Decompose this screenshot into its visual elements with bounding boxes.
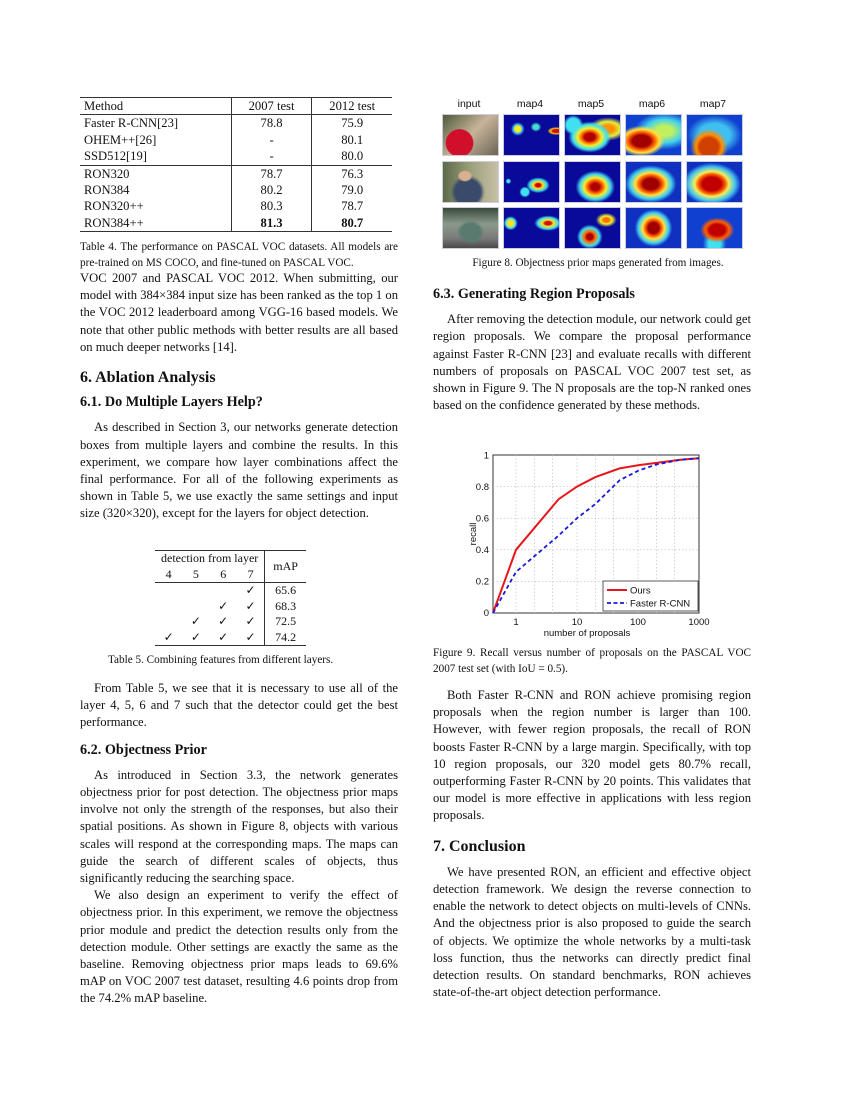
svg-text:1000: 1000 [688, 617, 710, 628]
section-6-3-paragraph: After removing the detection module, our network could get region proposals. We compare the proposal performance against Faster R-CNN [23] and evaluate recalls with different numbers of proposals on PASCAL VOC 2007 test set, as shown in Figure 9. The N proposals are the top-N ranked ones based on the confidence generated by these methods. [433, 312, 751, 413]
check-icon [155, 583, 182, 599]
svg-text:0.4: 0.4 [475, 545, 489, 556]
check-icon: ✓ [218, 598, 229, 613]
score-2012-cell-best [312, 215, 392, 232]
table4-caption: Table 4. The performance on PASCAL VOC datasets. All models are pre-trained on MS COCO, and fine-tuned on PASCAL VOC. [80, 241, 398, 269]
svg-text:0.8: 0.8 [475, 482, 489, 493]
table5 [155, 550, 306, 646]
input-image-motorcycle [442, 114, 499, 156]
section-6-2-paragraph-1: As introduced in Section 3.3, the network generates objectness prior for post detection. The objectness prior maps involve not only the strength of the responses, but also their spatial positions. As shown in Figure 8, objects with various scales will respond at the corresponding maps. The maps can guide the search of different scales of objects, thus significantly reducing the searching space. [80, 767, 398, 886]
table-row [155, 614, 306, 630]
score-2007-cell: 80.3 [231, 198, 312, 214]
heatmap-map7 [686, 161, 743, 203]
map-cell: 65.6 [265, 583, 306, 599]
table-row [80, 198, 392, 214]
table-row [80, 115, 392, 132]
map-cell: 68.3 [265, 599, 306, 615]
table-row [80, 182, 392, 198]
svg-text:0.2: 0.2 [475, 576, 489, 588]
chart-legend [603, 581, 698, 611]
table-row [155, 630, 306, 646]
section-6-1-paragraph: As described in Section 3, our networks generate detection boxes from multiple layers and combine the results. In this experiment, we compare how layer combinations affect the final performance. For all of the following experiments as shown in Table 5, we use exactly the same settings and input size (320×320), except for the layers for object detection. [80, 420, 398, 521]
right-body-lower [433, 646, 751, 1001]
recall-plot [460, 448, 720, 643]
score-2012-cell: 75.9 [312, 115, 392, 132]
check-icon [182, 599, 209, 615]
svg-text:1: 1 [513, 617, 519, 628]
conclusion-paragraph: We have presented RON, an efficient and effective object detection framework. We design the reverse connection to enable the network to detect objects on multi-levels of CNNs. And the objectness prior is also proposed to guide the search of objects. We optimize the whole networks by a multi-task loss function, thus the networks can directly predict final detection results. On standard benchmarks, RON achieves state-of-the-art object detection performance. [433, 864, 751, 1000]
check-icon: ✓ [218, 629, 229, 644]
table5-map-header: mAP [265, 551, 306, 583]
svg-text:10: 10 [571, 617, 583, 628]
heatmap-map5 [564, 114, 621, 156]
table-row [80, 132, 392, 148]
after-figure9-paragraph: Both Faster R-CNN and RON achieve promising region proposals when the region number is larger than 100. However, with fewer region proposals, the recall of RON boosts Faster R-CNN by a large margin. Specifically, with top 10 region proposals, our 320 model gets 80.7% recall, outperforming Faster R-CNN by 20 points. This validates that our model is more effective in applications with less region proposals. [433, 688, 751, 823]
heatmap-map6 [625, 114, 682, 156]
check-icon: ✓ [245, 598, 256, 613]
method-cell: OHEM++[26] [84, 132, 157, 147]
table4-block [80, 97, 398, 271]
check-icon [182, 583, 209, 599]
heatmap-map5 [564, 161, 621, 203]
intro-paragraph: VOC 2007 and PASCAL VOC 2012. When submitting, our model with 384×384 input size has been ranked as the top 1 on the VOC 2012 leaderboard among VGG-16 based models. We note that other public methods with better results are all based on much deeper networks [14]. [80, 271, 398, 354]
svg-text:0.6: 0.6 [475, 513, 489, 525]
score-2007-cell: - [231, 148, 312, 165]
score-2007-cell: 78.7 [231, 165, 312, 182]
score-2007-cell: 78.8 [231, 115, 312, 132]
method-cell: RON384 [84, 183, 130, 198]
check-icon: ✓ [218, 614, 229, 628]
bold-value: 80.7 [341, 215, 364, 230]
figure8-header-map7: map7 [699, 98, 727, 110]
table-row [155, 583, 306, 599]
check-icon [155, 599, 182, 615]
table-row [155, 599, 306, 615]
table-row [80, 165, 392, 182]
check-icon [155, 614, 182, 630]
layer-header: 7 [247, 566, 254, 581]
section-6-2-heading: 6.2. Objectness Prior [80, 741, 207, 758]
table4 [80, 97, 392, 232]
legend-label-ours: Ours [630, 585, 651, 597]
method-cell: SSD512[19] [84, 149, 147, 164]
table4-header-row [80, 98, 392, 115]
x-axis-label: number of proposals [543, 628, 631, 639]
layer-header: 6 [220, 566, 227, 581]
table5-group-header: detection from layer [161, 551, 259, 565]
figure8-caption: Figure 8. Objectness prior maps generated from images. [472, 257, 724, 269]
check-icon: ✓ [245, 614, 256, 628]
layer-header: 5 [192, 566, 199, 581]
figure8-header-map4: map4 [516, 98, 544, 110]
heatmap-map6 [625, 161, 682, 203]
section-7-heading: 7. Conclusion [433, 837, 526, 855]
check-icon [210, 583, 237, 599]
table4-header-2012: 2012 test [312, 98, 392, 115]
figure9-chart [460, 448, 720, 643]
score-2007-cell: - [231, 132, 312, 148]
figure8-header-map5: map5 [577, 98, 605, 110]
score-2012-cell: 80.0 [312, 148, 392, 165]
map-cell: 74.2 [265, 630, 306, 646]
section-6-heading: 6. Ablation Analysis [80, 369, 216, 387]
after-table5-paragraph: From Table 5, we see that it is necessary to use all of the layer 4, 5, 6 and 7 such that the detector could get the best performance. [80, 681, 398, 730]
table5-group-header-row [155, 551, 306, 567]
heatmap-map7 [686, 207, 743, 249]
heatmap-map4 [503, 161, 560, 203]
heatmap-map7 [686, 114, 743, 156]
bold-value: 81.3 [260, 215, 283, 230]
check-icon: ✓ [245, 583, 256, 597]
left-body-lower [80, 680, 398, 1008]
table5-block [155, 550, 306, 646]
legend-label-faster-rcnn: Faster R-CNN [630, 598, 691, 610]
figure8-header-map6: map6 [638, 98, 666, 110]
section-6-2-paragraph-2: We also design an experiment to verify the effect of objectness prior. In this experiment, we remove the objectness prior module and predict the detection results only from the detection module. Other settings are exactly the same as the baseline. Removing objectness prior maps leads to 69.6% mAP on VOC 2007 test dataset, resulting 4.6 points drop from the 74.2% mAP baseline. [80, 888, 398, 1006]
heatmap-map5 [564, 207, 621, 249]
heatmap-map4 [503, 207, 560, 249]
score-2012-cell: 76.3 [312, 165, 392, 182]
score-2007-cell-best [231, 215, 312, 232]
input-image-car [442, 207, 499, 249]
table4-header-2007: 2007 test [231, 98, 312, 115]
left-body [80, 270, 398, 523]
map-cell: 72.5 [265, 614, 306, 630]
table-row [80, 148, 392, 165]
score-2012-cell: 79.0 [312, 182, 392, 198]
table-row [80, 215, 392, 232]
check-icon: ✓ [245, 629, 256, 644]
input-image-man-flowers [442, 161, 499, 203]
check-icon: ✓ [163, 629, 174, 644]
section-6-1-heading: 6.1. Do Multiple Layers Help? [80, 394, 263, 411]
table5-caption: Table 5. Combining features from different layers. [108, 654, 334, 666]
check-icon: ✓ [190, 629, 201, 644]
check-icon: ✓ [190, 614, 201, 628]
right-body [433, 286, 751, 414]
table4-header-method: Method [84, 99, 124, 113]
svg-text:1: 1 [483, 450, 489, 462]
method-cell: RON320++ [84, 199, 144, 214]
method-cell: RON384++ [84, 215, 144, 230]
score-2012-cell: 78.7 [312, 198, 392, 214]
layer-header: 4 [165, 566, 172, 581]
score-2007-cell: 80.2 [231, 182, 312, 198]
x-tick-labels [513, 617, 709, 628]
y-axis-label: recall [468, 522, 479, 546]
method-cell: RON320 [84, 166, 130, 181]
heatmap-map4 [503, 114, 560, 156]
heatmap-map6 [625, 207, 682, 249]
svg-text:100: 100 [630, 617, 646, 628]
section-6-3-heading: 6.3. Generating Region Proposals [433, 286, 635, 302]
figure9-caption: Figure 9. Recall versus number of proposals on the PASCAL VOC 2007 test set (with IoU = 0.5). [433, 647, 751, 675]
score-2012-cell: 80.1 [312, 132, 392, 148]
method-cell: Faster R-CNN[23] [84, 116, 179, 131]
svg-text:0: 0 [483, 608, 489, 619]
figure8-header-input: input [457, 98, 481, 110]
